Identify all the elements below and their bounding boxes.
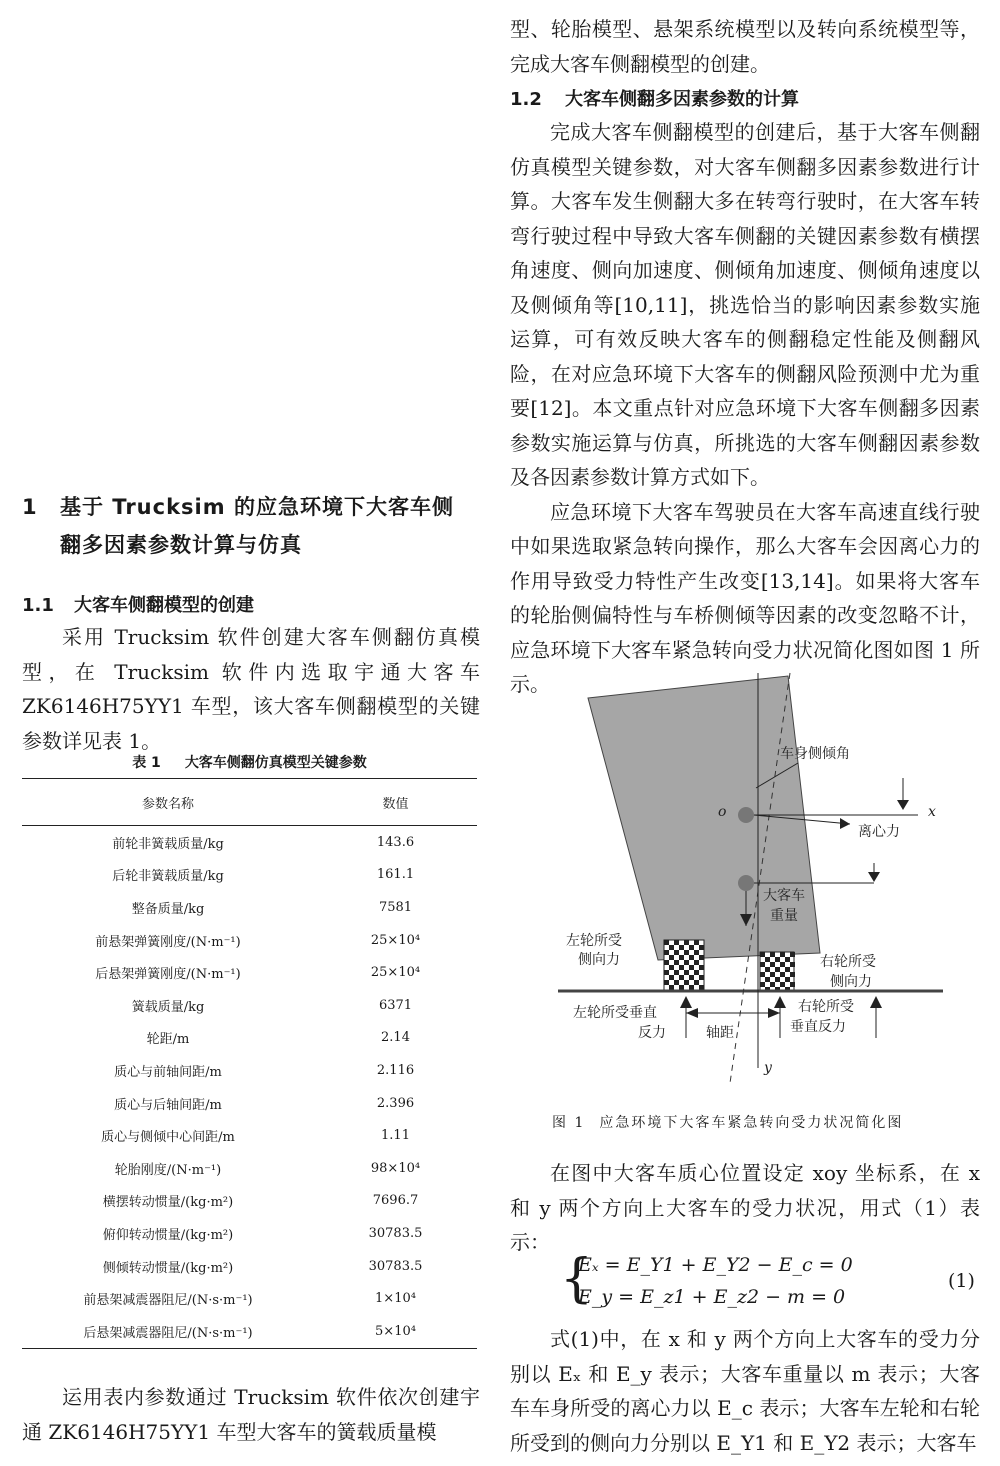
after-figure-block <box>510 1156 980 1260</box>
param-value-cell: 25×10⁴ <box>370 965 421 981</box>
param-value-cell: 1×10⁴ <box>375 1291 416 1307</box>
paragraph-model-creation: 采用 Trucksim 软件创建大客车侧翻仿真模型，在 Trucksim 软件内选取宇通大客车 ZK6146H75YY1 车型，该大客车侧翻模型的关键参数详见表 1。 <box>22 625 480 753</box>
left-vertical-label-2: 反力 <box>638 1025 666 1041</box>
table-caption <box>22 752 477 772</box>
right-tire <box>760 952 795 992</box>
section-title: 大客车侧翻模型的创建 <box>74 595 254 616</box>
table-row <box>22 1315 477 1348</box>
right-lateral-label-2: 侧向力 <box>830 974 872 990</box>
after-equation-block <box>510 1322 980 1460</box>
param-value-cell: 30783.5 <box>368 1225 423 1241</box>
figure-caption <box>552 1112 952 1132</box>
table-row <box>22 891 477 924</box>
table-row <box>22 1250 477 1283</box>
figure-title: 应急环境下大客车紧急转向受力状况简化图 <box>599 1115 904 1131</box>
param-value-cell: 161.1 <box>376 867 415 883</box>
left-vertical-label-1: 左轮所受垂直 <box>573 1005 657 1021</box>
table-number: 表 1 <box>132 755 161 771</box>
table-header-row <box>22 779 477 826</box>
param-value-cell: 7696.7 <box>372 1193 419 1209</box>
param-value-cell: 7581 <box>378 899 413 915</box>
header-param-name: 参数名称 <box>22 779 314 826</box>
equation-brace: { <box>560 1249 594 1309</box>
continued-paragraph: 型、轮胎模型、悬架系统模型以及转向系统模型等，完成大客车侧翻模型的创建。 <box>510 17 980 76</box>
after-table-paragraph <box>22 1380 480 1449</box>
paragraph-coordinate-system: 在图中大客车质心位置设定 xoy 坐标系，在 x 和 y 两个方向上大客车的受力状况，用式（1）表示： <box>510 1161 980 1254</box>
right-vertical-label-1: 右轮所受 <box>798 999 854 1015</box>
center-point-o <box>738 807 754 823</box>
param-name-cell: 轮距/m <box>146 1032 190 1048</box>
param-value-cell: 2.396 <box>376 1095 415 1111</box>
param-value-cell: 2.14 <box>381 1030 410 1046</box>
heading-line-2: 翻多因素参数计算与仿真 <box>60 533 302 557</box>
y-axis-label: y <box>764 1060 772 1076</box>
roll-angle-label: 车身侧倾角 <box>780 746 850 762</box>
section-number: 1.2 <box>510 89 542 110</box>
paragraph-rollover-factors: 完成大客车侧翻模型的创建后，基于大客车侧翻仿真模型关键参数，对大客车侧翻多因素参数进行计算。大客车发生侧翻大多在转弯行驶时，在大客车转弯行驶过程中导致大客车侧翻的关键因素参数有横摆角速度、侧向加速度、侧倾角加速度、侧倾角速度以及侧倾角等[10,11]，挑选恰当的影响因素参数实施运算，可有效反映大客车的侧翻稳定性能及侧翻风险，在对应急环境下大客车的侧翻风险预测中尤为重要[12]。本文重点针对应急环境下大客车侧翻多因素参数实施运算与仿真，所挑选的大客车侧翻因素参数及各因素参数计算方式如下。 <box>510 120 980 489</box>
right-vertical-label-2: 垂直反力 <box>790 1019 846 1035</box>
table-row <box>22 956 477 989</box>
param-name-cell: 质心与前轴间距/m <box>114 1064 222 1080</box>
param-name-cell: 横摆转动惯量/(kg·m²) <box>102 1195 234 1211</box>
paragraph-text: 运用表内参数通过 Trucksim 软件依次创建宇通 ZK6146H75YY1 车型大客车的簧载质量模 <box>22 1385 480 1444</box>
table-row <box>22 859 477 892</box>
param-value-cell: 25×10⁴ <box>370 932 421 948</box>
centrifugal-label: 离心力 <box>858 824 900 840</box>
param-value-cell: 98×10⁴ <box>370 1160 421 1176</box>
force-diagram <box>558 668 943 1088</box>
left-lateral-label-2: 侧向力 <box>578 952 620 968</box>
equation-1 <box>560 1250 980 1316</box>
param-name-cell: 后轮非簧载质量/kg <box>112 869 224 885</box>
table-title: 大客车侧翻仿真模型关键参数 <box>184 755 367 771</box>
param-name-cell: 质心与后轴间距/m <box>114 1097 222 1113</box>
table-row <box>22 989 477 1022</box>
table-row <box>22 1152 477 1185</box>
header-value: 数值 <box>314 779 477 826</box>
figure-number: 图 1 <box>552 1115 586 1131</box>
param-name-cell: 整备质量/kg <box>131 901 205 917</box>
section-number: 1 <box>22 495 38 519</box>
left-lateral-label-1: 左轮所受 <box>566 933 622 949</box>
parameter-table <box>22 778 477 1349</box>
param-value-cell: 1.11 <box>381 1128 410 1144</box>
param-name-cell: 前悬架弹簧刚度/(N·m⁻¹) <box>95 934 241 950</box>
table-row <box>22 1087 477 1120</box>
param-name-cell: 俯仰转动惯量/(kg·m²) <box>102 1227 234 1243</box>
param-value-cell: 30783.5 <box>368 1258 423 1274</box>
gravity-point <box>738 875 754 891</box>
section-number: 1.1 <box>22 595 54 616</box>
param-name-cell: 后悬架减震器阻尼/(N·s·m⁻¹) <box>22 1315 314 1348</box>
table-row <box>22 924 477 957</box>
section-1-heading <box>22 488 454 564</box>
table-row <box>22 1185 477 1218</box>
param-value-cell: 6371 <box>378 997 413 1013</box>
weight-label-1: 大客车 <box>763 888 805 904</box>
table-row <box>22 1217 477 1250</box>
weight-label-2: 重量 <box>770 908 798 924</box>
table-row <box>22 826 477 859</box>
param-value-cell: 2.116 <box>376 1062 415 1078</box>
section-1-2-heading <box>510 85 980 115</box>
equation-number: (1) <box>948 1270 975 1292</box>
param-name-cell: 质心与侧倾中心间距/m <box>101 1130 235 1146</box>
section-title: 大客车侧翻多因素参数的计算 <box>565 89 799 110</box>
section-1-1 <box>22 592 480 758</box>
param-name-cell: 侧倾转动惯量/(kg·m²) <box>102 1260 234 1276</box>
param-name-cell: 前悬架减震器阻尼/(N·s·m⁻¹) <box>83 1293 253 1309</box>
table-row <box>22 1054 477 1087</box>
table-row <box>22 1022 477 1055</box>
equation-line-2: E_y = E_z1 + E_z2 − m = 0 <box>578 1286 846 1308</box>
x-axis-label: x <box>928 804 936 820</box>
param-value-cell: 5×10⁴ <box>314 1315 477 1348</box>
right-column <box>510 0 980 702</box>
heading-line-1: 基于 Trucksim 的应急环境下大客车侧 <box>60 495 454 519</box>
table-row <box>22 1119 477 1152</box>
paragraph-variable-definitions: 式(1)中，在 x 和 y 两个方向上大客车的受力分别以 Eₓ 和 E_y 表示；大客车重量以 m 表示；大客车车身所受的离心力以 E_c 表示；大客车左轮和右轮所受到的侧向力分别以 E_Y1 和 E_Y2 表示；大客车 <box>510 1327 980 1455</box>
param-name-cell: 簧载质量/kg <box>131 999 205 1015</box>
right-lateral-label-1: 右轮所受 <box>820 954 876 970</box>
track-label: 轴距 <box>706 1025 734 1041</box>
param-name-cell: 前轮非簧载质量/kg <box>112 836 224 852</box>
table-row <box>22 1282 477 1315</box>
origin-label: o <box>718 804 727 820</box>
paragraph-emergency-steering: 应急环境下大客车驾驶员在大客车高速直线行驶中如果选取紧急转向操作，那么大客车会因离心力的作用导致受力特性产生改变[13,14]。如果将大客车的轮胎侧偏特性与车桥侧倾等因素的改变忽略不计，应急环境下大客车紧急转向受力状况简化图如图 1 所示。 <box>510 499 980 696</box>
param-value-cell: 143.6 <box>376 834 415 850</box>
param-name-cell: 后悬架弹簧刚度/(N·m⁻¹) <box>95 967 241 983</box>
equation-line-1: Eₓ = E_Y1 + E_Y2 − E_c = 0 <box>578 1254 853 1276</box>
param-name-cell: 轮胎刚度/(N·m⁻¹) <box>114 1162 222 1178</box>
left-tire <box>664 940 704 990</box>
